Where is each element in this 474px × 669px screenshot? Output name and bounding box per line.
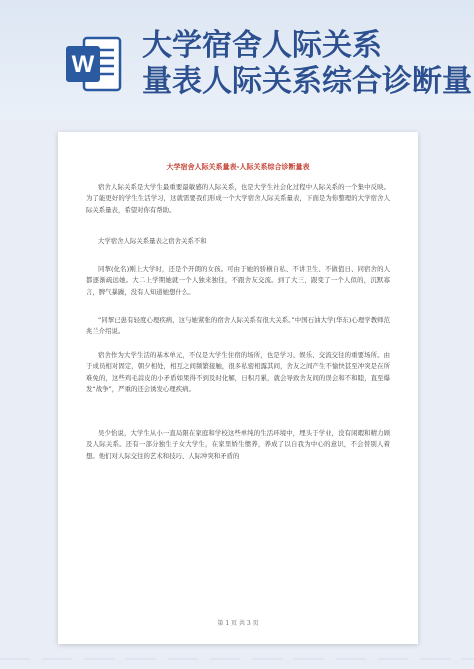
paragraph-heading: 大学宿舍人际关系量表之宿舍关系不和 (98, 237, 207, 245)
word-document-icon (64, 34, 124, 94)
svg-text:W: W (71, 51, 95, 78)
banner-title (142, 28, 474, 100)
paragraph-dorm: 宿舍作为大学生活的基本单元，不仅是大学生住宿的场所，也是学习、娱乐、交流交往的重要场所。由于成员相对固定，朝夕相处，相互之间频繁接触，很多私密相露其间，舍友之间产生不愉快甚至冲突是在所难免的，这些鸡毛蒜皮的小矛盾如果得不到及时化解，日积月累，就会导致舍友间的误会和不和睦，直至爆发“战争”，严重的还会诱发心理疾病。 (86, 351, 390, 394)
paragraph-intro: 宿舍人际关系是大学生最重要最敏感的人际关系，也是大学生社会化过程中人际关系的一个集中反映。为了能更好的学生生活学习，这就需要我们形成一个大学宿舍人际关系量表，下面是为你整理的大学宿舍人际关系量表，希望对你有帮助。 (86, 183, 390, 214)
paragraph-analysis: 吴少怡说，大学生从小一直局限在家庭和学校这些单纯的生活环境中，埋头于学业，没有闲暇和精力顾及人际关系。还有一部分独生子女大学生，在家里娇生惯养，养成了以自我为中心的意识，不会替别人着想。他们对人际交往的艺术和技巧、人际冲突和矛盾的 (86, 429, 390, 460)
watermark-strip (0, 649, 474, 669)
page-number-footer: 第 1 页 共 3 页 (217, 620, 259, 627)
paragraph-quote: “同挈已患有轻度心理疾病，这与她紧张的宿舍人际关系有很大关系。”中国石油大学(华东)心理学教师范兆兰介绍说。 (86, 316, 390, 336)
document-title: 大学宿舍人际关系量表-人际关系综合诊断量表 (166, 163, 310, 171)
paragraph-case: 同挈(化名)刚上大学时，还是个开朗的女孩。可由于她的骄横自私、不讲卫生、不做值日、同宿舍的人都逐渐疏远她。大二上学期她就一个人独来独往，不跟舍友交流。到了大三，跟变了一个人似的，沉默寡言，脾气暴躁，没有人知道她想什么。 (86, 265, 390, 296)
header-banner (0, 0, 474, 120)
banner-title-line1: 大学宿舍人际关系 (142, 28, 382, 63)
banner-title-line2: 量表人际关系综合诊断量 (142, 64, 472, 99)
document-page (58, 132, 418, 644)
